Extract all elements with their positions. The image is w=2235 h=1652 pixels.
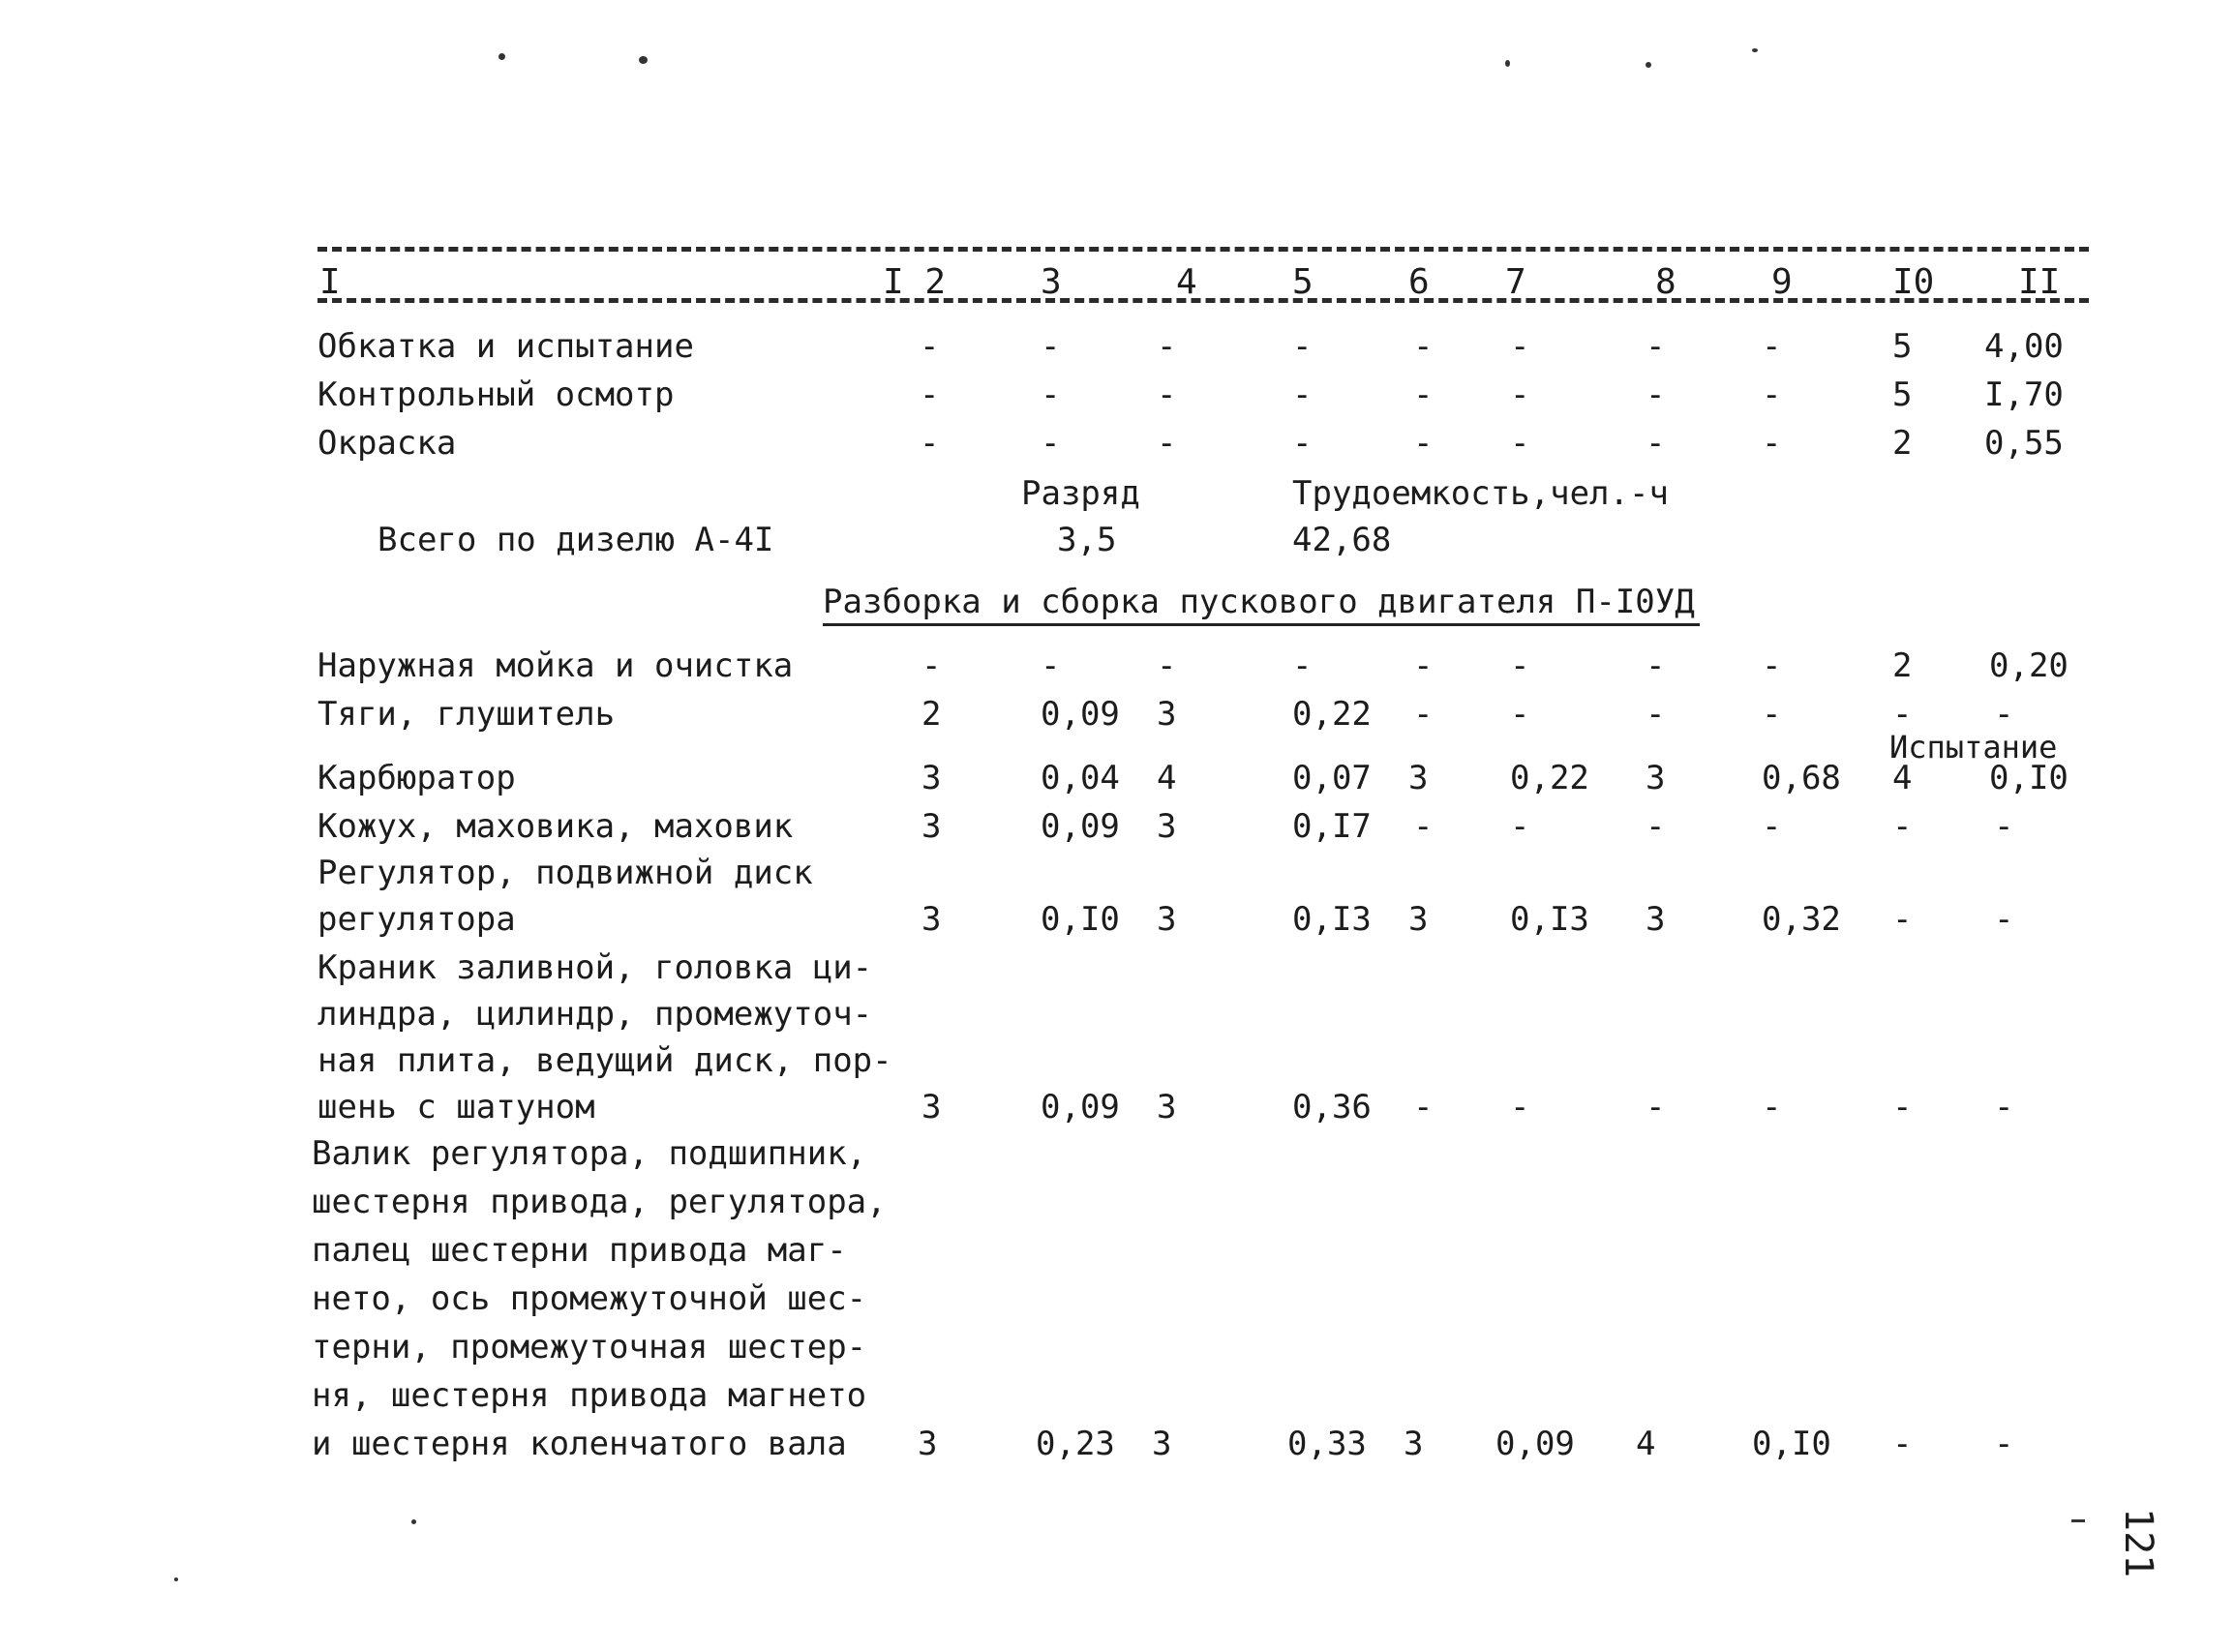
- table-cell: 3: [1404, 1425, 1424, 1463]
- row-label: Карбюратор: [317, 759, 516, 797]
- summary-label: Всего по дизелю А-4I: [378, 521, 774, 559]
- col-header-8: 8: [1655, 262, 1676, 302]
- table-cell: -: [1292, 424, 1313, 463]
- table-cell: 0,20: [1989, 646, 2069, 685]
- row-label: Наружная мойка и очистка: [317, 646, 794, 685]
- row-label: Кожух, маховика, маховик: [317, 807, 794, 846]
- table-cell: -: [1994, 807, 2014, 846]
- col-header-5: 5: [1292, 262, 1314, 302]
- row-label: ня, шестерня привода магнето: [312, 1376, 867, 1415]
- table-cell: -: [1041, 327, 1061, 366]
- table-cell: -: [1994, 695, 2014, 734]
- table-cell: 3: [1157, 695, 1177, 734]
- table-cell: -: [1646, 807, 1666, 846]
- table-cell: -: [1157, 646, 1177, 685]
- table-cell: 0,55: [1984, 424, 2064, 463]
- table-cell: 2: [1892, 646, 1913, 685]
- table-cell: 0,09: [1041, 807, 1120, 846]
- row-label: нето, ось промежуточной шес-: [312, 1279, 867, 1318]
- table-cell: -: [1413, 646, 1434, 685]
- col-header-1: I: [319, 262, 341, 302]
- table-cell: -: [1646, 424, 1666, 463]
- table-cell: 4: [1157, 759, 1177, 797]
- table-cell: -: [1762, 327, 1782, 366]
- scan-speck: [498, 53, 505, 60]
- table-cell: -: [1762, 695, 1782, 734]
- table-cell: 3: [921, 759, 942, 797]
- row-label: Регулятор, подвижной диск: [317, 854, 813, 892]
- table-cell: -: [1892, 900, 1913, 939]
- summary-labor-value: 42,68: [1292, 521, 1392, 559]
- table-cell: 0,I0: [1041, 900, 1120, 939]
- table-cell: -: [1041, 424, 1061, 463]
- col-header-10: I0: [1892, 262, 1935, 302]
- table-cell: 3: [921, 900, 942, 939]
- table-cell: -: [1510, 424, 1530, 463]
- row-label: Тяги, глушитель: [317, 695, 616, 734]
- table-cell: -: [1892, 1088, 1913, 1126]
- table-cell: 3: [921, 1088, 942, 1126]
- scan-speck: [2071, 1519, 2085, 1522]
- table-cell: -: [1646, 646, 1666, 685]
- table-cell: -: [1892, 1425, 1913, 1463]
- table-cell: 0,I0: [1752, 1425, 1831, 1463]
- table-cell: -: [1292, 375, 1313, 414]
- row-label: ная плита, ведущий диск, пор-: [317, 1041, 892, 1080]
- scan-speck: [1505, 60, 1510, 67]
- table-cell: -: [1646, 375, 1666, 414]
- table-cell: 0,09: [1041, 1088, 1120, 1126]
- table-cell: 3: [1408, 759, 1429, 797]
- table-cell: -: [1510, 646, 1530, 685]
- table-cell: 5: [1892, 375, 1913, 414]
- table-cell: 0,22: [1510, 759, 1589, 797]
- section-title: Разборка и сборка пускового двигателя П-I0УД: [823, 583, 1695, 621]
- table-cell: -: [1413, 375, 1434, 414]
- table-cell: -: [1510, 807, 1530, 846]
- table-cell: -: [1762, 1088, 1782, 1126]
- row-label: регулятора: [317, 900, 516, 939]
- table-cell: -: [1413, 424, 1434, 463]
- table-cell: -: [1762, 424, 1782, 463]
- table-cell: -: [1413, 807, 1434, 846]
- labor-label: Трудоемкость,чел.-ч: [1292, 474, 1669, 513]
- table-cell: -: [1510, 1088, 1530, 1126]
- table-cell: 2: [1892, 424, 1913, 463]
- table-cell: 3: [1152, 1425, 1172, 1463]
- row-label: шестерня привода, регулятора,: [312, 1183, 887, 1221]
- table-cell: 5: [1892, 327, 1913, 366]
- table-cell: 3: [921, 807, 942, 846]
- table-cell: -: [1646, 327, 1666, 366]
- table-cell: -: [1413, 327, 1434, 366]
- col-header-2: I 2: [883, 262, 947, 302]
- table-cell: -: [1646, 1088, 1666, 1126]
- table-cell: -: [1510, 375, 1530, 414]
- row-label: и шестерня коленчатого вала: [312, 1425, 847, 1463]
- table-cell: 4: [1636, 1425, 1656, 1463]
- table-cell: 0,I7: [1292, 807, 1372, 846]
- ispytanie-label: Испытание: [1889, 729, 2058, 766]
- table-cell: 0,09: [1495, 1425, 1575, 1463]
- row-label: шень с шатуном: [317, 1088, 595, 1126]
- row-label: Окраска: [317, 424, 457, 463]
- table-cell: 0,22: [1292, 695, 1372, 734]
- table-cell: -: [1157, 375, 1177, 414]
- table-cell: -: [1510, 327, 1530, 366]
- table-cell: -: [1292, 327, 1313, 366]
- table-cell: -: [1994, 1425, 2014, 1463]
- scan-speck: [411, 1519, 416, 1524]
- scan-speck: [1752, 48, 1758, 52]
- header-rule-bottom: [317, 298, 2089, 303]
- table-cell: -: [1892, 695, 1913, 734]
- table-cell: -: [1292, 646, 1313, 685]
- row-label: палец шестерни привода маг-: [312, 1231, 847, 1270]
- table-cell: -: [1762, 646, 1782, 685]
- table-cell: -: [1762, 375, 1782, 414]
- row-label: терни, промежуточная шестер-: [312, 1328, 867, 1367]
- table-cell: 0,33: [1287, 1425, 1367, 1463]
- table-cell: 0,I3: [1510, 900, 1589, 939]
- section-title-underline: [823, 623, 1700, 626]
- col-header-7: 7: [1505, 262, 1526, 302]
- table-cell: -: [1157, 424, 1177, 463]
- table-cell: -: [1041, 375, 1061, 414]
- scan-speck: [639, 56, 648, 64]
- table-cell: -: [1994, 900, 2014, 939]
- table-cell: I,70: [1984, 375, 2064, 414]
- col-header-4: 4: [1176, 262, 1197, 302]
- table-cell: -: [1413, 695, 1434, 734]
- col-header-6: 6: [1408, 262, 1430, 302]
- row-label: Краник заливной, головка ци-: [317, 948, 873, 987]
- table-cell: -: [920, 327, 940, 366]
- scan-speck: [174, 1577, 178, 1581]
- table-cell: -: [1646, 695, 1666, 734]
- table-cell: -: [1510, 695, 1530, 734]
- scan-speck: [1646, 62, 1651, 68]
- razryad-label: Разряд: [1021, 474, 1140, 513]
- table-cell: 3: [1157, 1088, 1177, 1126]
- table-cell: 0,07: [1292, 759, 1372, 797]
- table-cell: 0,36: [1292, 1088, 1372, 1126]
- col-header-11: II: [2018, 262, 2061, 302]
- table-cell: 0,I3: [1292, 900, 1372, 939]
- col-header-3: 3: [1041, 262, 1062, 302]
- row-label: Валик регулятора, подшипник,: [312, 1134, 867, 1173]
- table-cell: -: [920, 375, 940, 414]
- table-cell: -: [1413, 1088, 1434, 1126]
- table-cell: -: [921, 646, 942, 685]
- table-cell: 3: [918, 1425, 938, 1463]
- table-cell: -: [1762, 807, 1782, 846]
- table-cell: -: [1892, 807, 1913, 846]
- row-label: Контрольный осмотр: [317, 375, 675, 414]
- row-label: линдра, цилиндр, промежуточ-: [317, 995, 873, 1034]
- col-header-9: 9: [1771, 262, 1793, 302]
- table-cell: -: [1994, 1088, 2014, 1126]
- table-cell: 3: [1157, 807, 1177, 846]
- summary-razryad-value: 3,5: [1057, 521, 1117, 559]
- table-cell: 0,04: [1041, 759, 1120, 797]
- page-number: 121: [2116, 1508, 2160, 1578]
- table-cell: 0,32: [1762, 900, 1841, 939]
- table-cell: 2: [921, 695, 942, 734]
- row-label: Обкатка и испытание: [317, 327, 694, 366]
- table-cell: 3: [1157, 900, 1177, 939]
- header-rule-top: [317, 247, 2089, 252]
- table-cell: -: [1041, 646, 1061, 685]
- table-cell: 0,09: [1041, 695, 1120, 734]
- table-cell: 4: [1892, 759, 1913, 797]
- table-cell: -: [920, 424, 940, 463]
- table-cell: 3: [1408, 900, 1429, 939]
- table-cell: 0,23: [1036, 1425, 1115, 1463]
- table-cell: -: [1157, 327, 1177, 366]
- table-cell: 3: [1646, 759, 1666, 797]
- table-cell: 0,68: [1762, 759, 1841, 797]
- table-cell: 0,I0: [1989, 759, 2069, 797]
- table-cell: 3: [1646, 900, 1666, 939]
- table-cell: 4,00: [1984, 327, 2064, 366]
